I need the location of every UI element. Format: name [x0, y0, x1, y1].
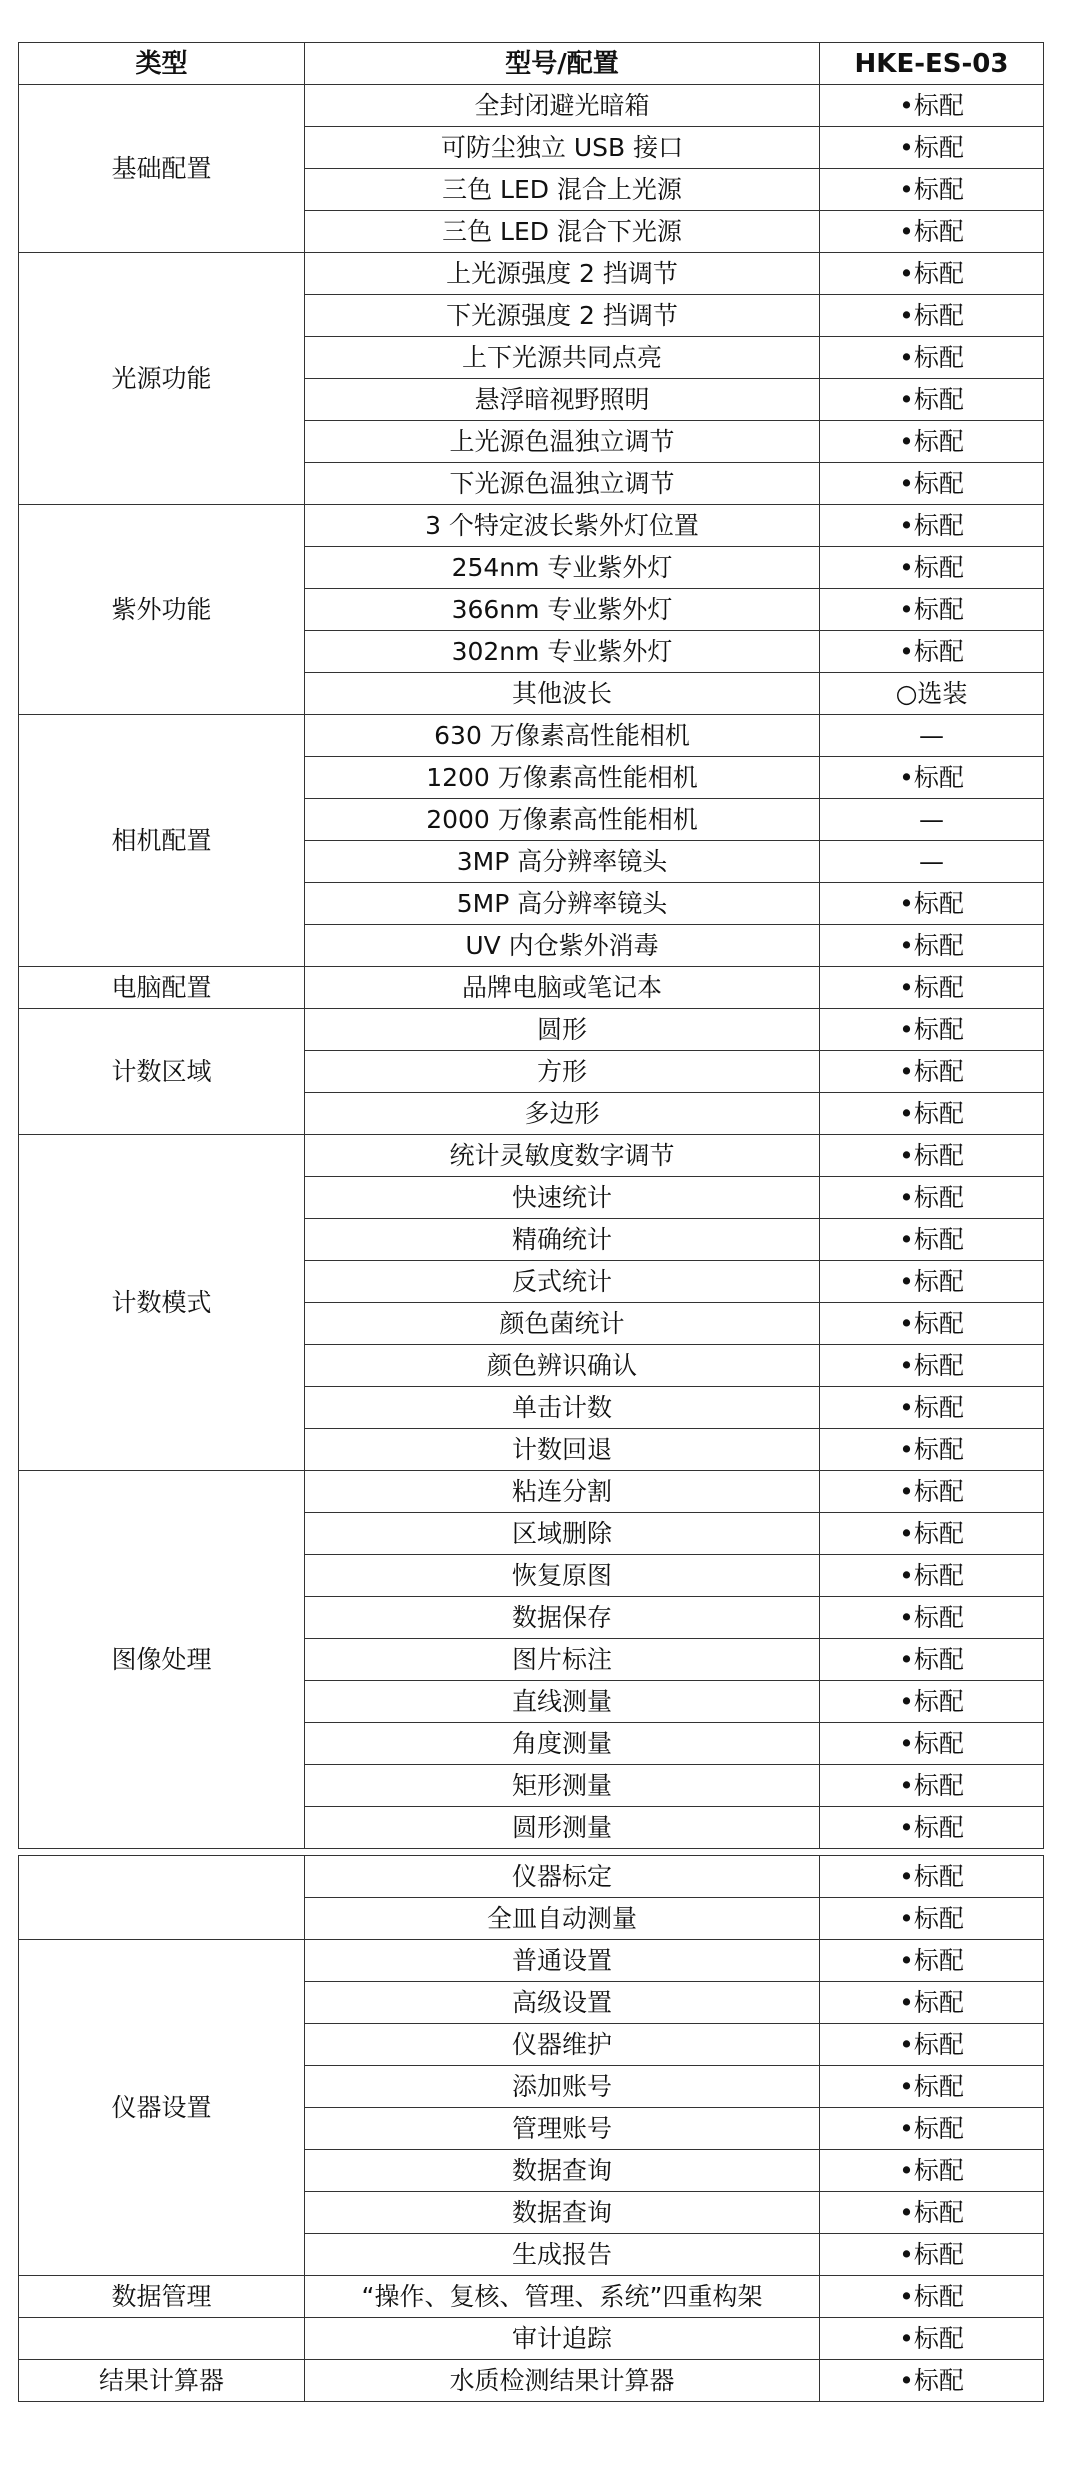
config-value-cell: •标配 — [820, 1303, 1044, 1345]
config-value-cell: •标配 — [820, 1219, 1044, 1261]
config-item-cell: 多边形 — [305, 1093, 820, 1135]
table-row — [19, 505, 1044, 547]
config-item-cell: 方形 — [305, 1051, 820, 1093]
config-value-cell: •标配 — [820, 1807, 1044, 1849]
config-item-cell: 仪器标定 — [305, 1856, 820, 1898]
config-value-cell: •标配 — [820, 1261, 1044, 1303]
config-value-cell: •标配 — [820, 169, 1044, 211]
config-item-cell: 其他波长 — [305, 673, 820, 715]
config-item-cell: 数据查询 — [305, 2192, 820, 2234]
category-cell: 光源功能 — [19, 253, 305, 505]
config-value-cell: •标配 — [820, 1555, 1044, 1597]
config-value-cell: •标配 — [820, 1898, 1044, 1940]
config-value-cell: •标配 — [820, 1513, 1044, 1555]
config-value-cell: •标配 — [820, 1765, 1044, 1807]
config-value-cell: — — [820, 799, 1044, 841]
config-value-cell: •标配 — [820, 2192, 1044, 2234]
config-item-cell: 单击计数 — [305, 1387, 820, 1429]
config-item-cell: 上光源色温独立调节 — [305, 421, 820, 463]
config-item-cell: 圆形测量 — [305, 1807, 820, 1849]
config-value-cell: •标配 — [820, 505, 1044, 547]
category-cell: 数据管理 — [19, 2276, 305, 2318]
config-item-cell: 快速统计 — [305, 1177, 820, 1219]
config-value-cell: •标配 — [820, 967, 1044, 1009]
config-value-cell: •标配 — [820, 463, 1044, 505]
config-value-cell: •标配 — [820, 2150, 1044, 2192]
category-cell: 基础配置 — [19, 85, 305, 253]
config-value-cell: •标配 — [820, 1051, 1044, 1093]
config-item-cell: 管理账号 — [305, 2108, 820, 2150]
category-cell: 相机配置 — [19, 715, 305, 967]
config-item-cell: 计数回退 — [305, 1429, 820, 1471]
category-cell: 电脑配置 — [19, 967, 305, 1009]
config-item-cell: 数据查询 — [305, 2150, 820, 2192]
config-item-cell: 反式统计 — [305, 1261, 820, 1303]
config-item-cell: 全皿自动测量 — [305, 1898, 820, 1940]
config-value-cell: •标配 — [820, 421, 1044, 463]
header-type: 类型 — [19, 43, 305, 85]
config-value-cell: •标配 — [820, 295, 1044, 337]
config-item-cell: 可防尘独立 USB 接口 — [305, 127, 820, 169]
config-value-cell: •标配 — [820, 2234, 1044, 2276]
config-item-cell: 上下光源共同点亮 — [305, 337, 820, 379]
config-item-cell: 1200 万像素高性能相机 — [305, 757, 820, 799]
spec-table — [18, 42, 1044, 2402]
config-item-cell: UV 内仓紫外消毒 — [305, 925, 820, 967]
config-value-cell: •标配 — [820, 1345, 1044, 1387]
config-value-cell: •标配 — [820, 1856, 1044, 1898]
config-item-cell: 366nm 专业紫外灯 — [305, 589, 820, 631]
config-item-cell: 品牌电脑或笔记本 — [305, 967, 820, 1009]
config-item-cell: 水质检测结果计算器 — [305, 2360, 820, 2402]
category-cell — [19, 2318, 305, 2360]
category-cell: 图像处理 — [19, 1471, 305, 1849]
config-value-cell: — — [820, 715, 1044, 757]
category-cell: 计数模式 — [19, 1135, 305, 1471]
table-row — [19, 1471, 1044, 1513]
config-item-cell: 254nm 专业紫外灯 — [305, 547, 820, 589]
config-value-cell: •标配 — [820, 2108, 1044, 2150]
config-item-cell: 矩形测量 — [305, 1765, 820, 1807]
table-row — [19, 2318, 1044, 2360]
config-item-cell: 5MP 高分辨率镜头 — [305, 883, 820, 925]
category-cell: 结果计算器 — [19, 2360, 305, 2402]
config-item-cell: 粘连分割 — [305, 1471, 820, 1513]
header-model: 型号/配置 — [305, 43, 820, 85]
config-value-cell: •标配 — [820, 2066, 1044, 2108]
config-item-cell: 恢复原图 — [305, 1555, 820, 1597]
config-item-cell: 审计追踪 — [305, 2318, 820, 2360]
config-value-cell: •标配 — [820, 2024, 1044, 2066]
config-item-cell: 上光源强度 2 挡调节 — [305, 253, 820, 295]
config-item-cell: 角度测量 — [305, 1723, 820, 1765]
config-value-cell: — — [820, 841, 1044, 883]
config-value-cell: •标配 — [820, 1723, 1044, 1765]
config-item-cell: 普通设置 — [305, 1940, 820, 1982]
config-item-cell: 图片标注 — [305, 1639, 820, 1681]
config-item-cell: 数据保存 — [305, 1597, 820, 1639]
config-value-cell: •标配 — [820, 547, 1044, 589]
table-row — [19, 1856, 1044, 1898]
table-row — [19, 85, 1044, 127]
config-item-cell: 仪器维护 — [305, 2024, 820, 2066]
config-value-cell: •标配 — [820, 127, 1044, 169]
config-value-cell: •标配 — [820, 1093, 1044, 1135]
config-value-cell: •标配 — [820, 1429, 1044, 1471]
category-cell: 仪器设置 — [19, 1940, 305, 2276]
category-cell: 紫外功能 — [19, 505, 305, 715]
config-item-cell: 颜色菌统计 — [305, 1303, 820, 1345]
section-gap — [19, 1849, 1044, 1856]
category-cell — [19, 1856, 305, 1940]
table-row — [19, 967, 1044, 1009]
config-item-cell: 3 个特定波长紫外灯位置 — [305, 505, 820, 547]
config-value-cell: •标配 — [820, 1681, 1044, 1723]
config-value-cell: •标配 — [820, 253, 1044, 295]
config-value-cell: •标配 — [820, 2360, 1044, 2402]
config-item-cell: 三色 LED 混合下光源 — [305, 211, 820, 253]
config-item-cell: 精确统计 — [305, 1219, 820, 1261]
config-item-cell: 三色 LED 混合上光源 — [305, 169, 820, 211]
config-item-cell: 添加账号 — [305, 2066, 820, 2108]
section-gap-cell — [19, 1849, 1044, 1856]
table-row — [19, 1940, 1044, 1982]
config-item-cell: 3MP 高分辨率镜头 — [305, 841, 820, 883]
config-value-cell: •标配 — [820, 1387, 1044, 1429]
table-row — [19, 253, 1044, 295]
table-row — [19, 715, 1044, 757]
header-row — [19, 43, 1044, 85]
config-value-cell: •标配 — [820, 589, 1044, 631]
config-item-cell: 区域删除 — [305, 1513, 820, 1555]
config-value-cell: •标配 — [820, 757, 1044, 799]
config-item-cell: 生成报告 — [305, 2234, 820, 2276]
config-value-cell: ○选装 — [820, 673, 1044, 715]
table-row — [19, 1009, 1044, 1051]
config-value-cell: •标配 — [820, 211, 1044, 253]
config-item-cell: 统计灵敏度数字调节 — [305, 1135, 820, 1177]
config-item-cell: 302nm 专业紫外灯 — [305, 631, 820, 673]
config-value-cell: •标配 — [820, 2318, 1044, 2360]
config-item-cell: 下光源强度 2 挡调节 — [305, 295, 820, 337]
config-item-cell: 下光源色温独立调节 — [305, 463, 820, 505]
config-item-cell: 全封闭避光暗箱 — [305, 85, 820, 127]
config-value-cell: •标配 — [820, 1177, 1044, 1219]
config-value-cell: •标配 — [820, 1940, 1044, 1982]
config-item-cell: “操作、复核、管理、系统”四重构架 — [305, 2276, 820, 2318]
config-value-cell: •标配 — [820, 85, 1044, 127]
config-item-cell: 2000 万像素高性能相机 — [305, 799, 820, 841]
table-row — [19, 1135, 1044, 1177]
config-item-cell: 悬浮暗视野照明 — [305, 379, 820, 421]
config-value-cell: •标配 — [820, 379, 1044, 421]
config-item-cell: 颜色辨识确认 — [305, 1345, 820, 1387]
config-value-cell: •标配 — [820, 1639, 1044, 1681]
config-value-cell: •标配 — [820, 337, 1044, 379]
config-value-cell: •标配 — [820, 2276, 1044, 2318]
config-item-cell: 圆形 — [305, 1009, 820, 1051]
config-value-cell: •标配 — [820, 1135, 1044, 1177]
config-item-cell: 630 万像素高性能相机 — [305, 715, 820, 757]
config-value-cell: •标配 — [820, 925, 1044, 967]
config-value-cell: •标配 — [820, 883, 1044, 925]
category-cell: 计数区域 — [19, 1009, 305, 1135]
config-item-cell: 高级设置 — [305, 1982, 820, 2024]
table-row — [19, 2360, 1044, 2402]
config-value-cell: •标配 — [820, 1471, 1044, 1513]
config-value-cell: •标配 — [820, 1597, 1044, 1639]
config-value-cell: •标配 — [820, 631, 1044, 673]
config-value-cell: •标配 — [820, 1009, 1044, 1051]
table-row — [19, 2276, 1044, 2318]
header-product: HKE-ES-03 — [820, 43, 1044, 85]
spec-body — [19, 85, 1044, 2402]
config-value-cell: •标配 — [820, 1982, 1044, 2024]
config-item-cell: 直线测量 — [305, 1681, 820, 1723]
